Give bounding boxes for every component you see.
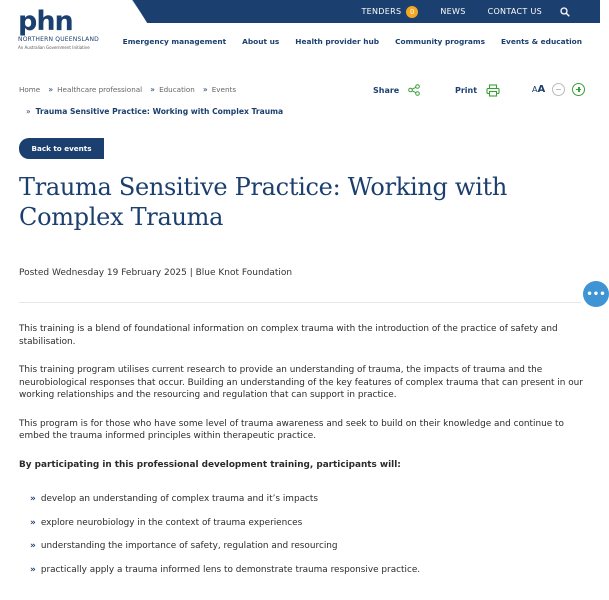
breadcrumb-current: [26, 107, 283, 116]
posted-meta: Posted Wednesday 19 February 2025 | Blue Knot Foundation: [19, 268, 293, 278]
text-size-small: A: [532, 85, 538, 94]
page-title: Trauma Sensitive Practice: Working with Complex Trauma: [19, 173, 508, 231]
paragraph: This training program utilises current research to provide an understanding of trauma, the impacts of trauma and the neurobiological responses that occur. Building an understanding of the key features of complex trauma that can present in our working relationships and the resourcing and regulation that can support in practice.: [19, 365, 583, 400]
breadcrumb-education[interactable]: Education: [159, 85, 195, 94]
tenders-label: TENDERS: [361, 7, 402, 16]
list-item: [30, 564, 585, 577]
logo-region: NORTHERN QUEENSLAND: [18, 36, 99, 43]
share-label: Share: [373, 85, 400, 95]
nav-health-provider-hub[interactable]: Health provider hub: [295, 37, 380, 46]
tenders-link[interactable]: [361, 6, 418, 18]
decrease-text-size-button[interactable]: [552, 83, 565, 96]
breadcrumb-separator: »: [202, 85, 208, 94]
nav-emergency-management[interactable]: Emergency management: [122, 37, 227, 46]
participants-lead: By participating in this professional development training, participants will:: [19, 459, 401, 470]
list-item-text: explore neurobiology in the context of trauma experiences: [40, 517, 303, 528]
divider: [19, 302, 581, 303]
breadcrumb-separator: »: [150, 85, 156, 94]
bullet-icon: »: [30, 494, 36, 504]
breadcrumb-current-label[interactable]: Trauma Sensitive Practice: Working with Complex Trauma: [35, 107, 284, 116]
floating-more-button[interactable]: •••: [583, 281, 609, 307]
logo-tagline: An Australian Government Initiative: [18, 45, 90, 50]
increase-text-size-button[interactable]: [572, 83, 585, 96]
share-icon: [408, 84, 420, 96]
list-item-text: develop an understanding of complex trauma and it’s impacts: [40, 494, 319, 504]
bullet-icon: »: [30, 564, 36, 575]
printer-icon: [486, 84, 500, 97]
print-label: Print: [455, 86, 478, 95]
breadcrumb-events[interactable]: Events: [211, 85, 237, 94]
list-item-text: understanding the importance of safety, regulation and resourcing: [40, 541, 338, 551]
text-size-label: [532, 84, 545, 95]
logo-wordmark: phn: [18, 6, 73, 37]
nav-community-programs[interactable]: Community programs: [395, 37, 485, 46]
breadcrumb-home[interactable]: Home: [19, 85, 41, 94]
share-button[interactable]: [373, 84, 420, 96]
news-link[interactable]: NEWS: [440, 7, 466, 16]
tenders-count-badge: 0: [406, 6, 418, 18]
main-nav: [107, 37, 582, 46]
paragraph: This training is a blend of foundational information on complex trauma with the introduction of the practice of safety and stabilisation.: [19, 324, 558, 347]
search-icon[interactable]: [560, 7, 570, 17]
breadcrumb-separator: »: [26, 107, 31, 116]
print-button[interactable]: [455, 84, 500, 97]
paragraph: This program is for those who have some level of trauma awareness and seek to build on their knowledge and continue to embed the trauma informed principles within therapeutic practice.: [19, 418, 564, 441]
contact-us-link[interactable]: CONTACT US: [487, 7, 542, 16]
breadcrumb: [19, 85, 236, 94]
list-item: [30, 517, 585, 530]
back-to-events-button[interactable]: Back to events: [19, 138, 104, 159]
nav-about-us[interactable]: About us: [242, 37, 280, 46]
outcomes-list: [19, 493, 585, 576]
text-size-controls: [532, 83, 585, 96]
nav-events-education[interactable]: Events & education: [500, 37, 582, 46]
bullet-icon: »: [30, 517, 36, 528]
list-item: [30, 493, 585, 506]
bullet-icon: »: [30, 541, 36, 551]
breadcrumb-separator: »: [48, 85, 54, 94]
breadcrumb-healthcare-professional[interactable]: Healthcare professional: [57, 85, 143, 94]
article-body: [19, 323, 585, 587]
list-item: [30, 540, 585, 553]
top-utility-bar: [148, 0, 600, 23]
top-nav: [339, 0, 600, 23]
list-item-text: practically apply a trauma informed lens to demonstrate trauma responsive practice.: [40, 564, 421, 575]
text-size-large: A: [537, 84, 546, 95]
